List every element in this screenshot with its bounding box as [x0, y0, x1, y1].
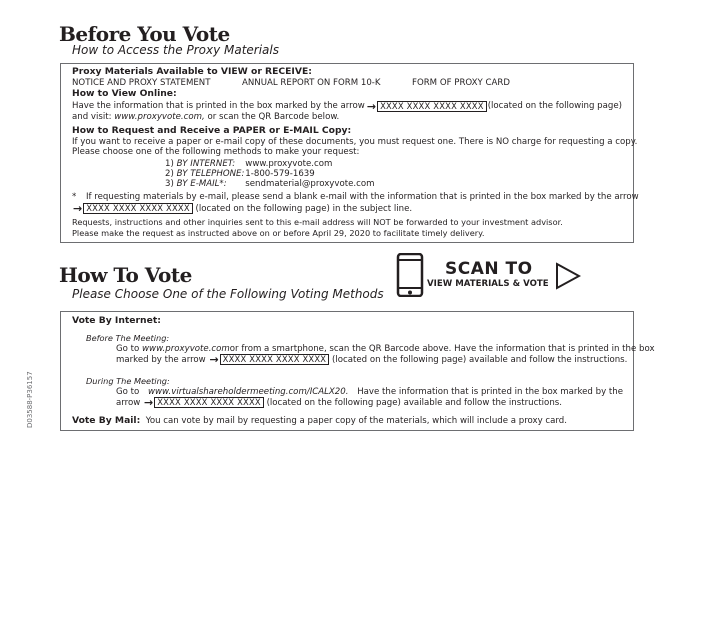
vote-by-mail: [72, 416, 567, 426]
email-note-star: *: [72, 192, 77, 202]
before-instructions: or from a smartphone, scan the QR Barcode above. Have the information that is printed in the box: [229, 344, 655, 354]
during-line2: [116, 397, 562, 408]
method-label: BY INTERNET:: [176, 159, 236, 169]
footer-line2: Please make the request as instructed above on or before April 29, 2020 to facilitate timely delivery.: [72, 228, 485, 238]
goto-text: Go to: [116, 387, 140, 397]
proxy-materials-box: [60, 63, 639, 243]
arrow-icon: →: [209, 353, 219, 366]
marked-by-arrow-text: marked by the arrow: [116, 355, 206, 365]
view-online-located: (located on the following page): [487, 101, 622, 111]
method-num: 3): [165, 179, 174, 189]
during-line1: [116, 387, 623, 397]
during-meeting-label: During The Meeting:: [86, 376, 170, 386]
arrow-icon: →: [73, 202, 83, 215]
view-online-control: [366, 101, 487, 112]
mail-heading: Vote By Mail:: [72, 415, 141, 426]
voting-methods-box: [60, 311, 655, 431]
material-notice: NOTICE AND PROXY STATEMENT: [72, 78, 211, 88]
arrow-text: arrow: [116, 398, 141, 408]
method-email: [165, 179, 374, 189]
internet-heading: Vote By Internet:: [72, 315, 161, 326]
control-number-box: XXXX XXXX XXXX XXXX: [220, 354, 330, 365]
material-proxy-card: FORM OF PROXY CARD: [412, 78, 510, 88]
method-value[interactable]: 1-800-579-1639: [245, 169, 315, 179]
arrow-icon: →: [366, 100, 377, 113]
material-annual-report: ANNUAL REPORT ON FORM 10-K: [242, 78, 381, 88]
during-instructions: Have the information that is printed in the box marked by the: [357, 387, 623, 397]
scan-to-title: SCAN TO: [445, 259, 533, 279]
view-online-heading: How to View Online:: [72, 88, 177, 99]
email-note-line1: If requesting materials by e-mail, please send a blank e-mail with the information that is printed in the box marked by the arrow: [86, 192, 639, 202]
before-you-vote-subtitle: How to Access the Proxy Materials: [72, 43, 279, 57]
method-internet: [165, 159, 332, 169]
document-code: D03588-P36157: [26, 371, 34, 428]
method-value[interactable]: www.proxyvote.com: [245, 159, 333, 169]
method-num: 2): [165, 169, 174, 179]
request-line1: If you want to receive a paper or e-mail copy of these documents, you must request one. There is NO charge for requesting a copy.: [72, 137, 638, 147]
view-online-line1: [72, 101, 622, 112]
goto-text: Go to: [116, 344, 140, 354]
email-note-line2: [72, 203, 412, 214]
view-online-visit: and visit:: [72, 112, 112, 122]
before-line2: [116, 354, 627, 365]
control-number-box: XXXX XXXX XXXX XXXX: [377, 101, 487, 112]
before-meeting-label: Before The Meeting:: [86, 333, 170, 343]
control-number-box: XXXX XXXX XXXX XXXX: [154, 397, 264, 408]
proxyvote-link[interactable]: www.proxyvote.com,: [114, 112, 205, 122]
arrow-icon: →: [144, 396, 154, 409]
control-number-box: XXXX XXXX XXXX XXXX: [83, 203, 193, 214]
request-heading: How to Request and Receive a PAPER or E-MAIL Copy:: [72, 125, 352, 136]
materials-heading: Proxy Materials Available to VIEW or RECEIVE:: [72, 66, 312, 77]
smartphone-icon: [396, 253, 424, 297]
how-to-vote-title: How To Vote: [59, 263, 192, 287]
scan-to-subtitle: VIEW MATERIALS & VOTE: [427, 279, 549, 289]
footer-line1: Requests, instructions and other inquiries sent to this e-mail address will NOT be forwarded to your investment advisor.: [72, 217, 563, 227]
proxyvote-link[interactable]: www.proxyvote.com: [142, 344, 230, 354]
method-telephone: [165, 169, 315, 179]
during-follow-text: (located on the following page) available and follow the instructions.: [266, 398, 562, 408]
view-online-text: Have the information that is printed in the box marked by the arrow: [72, 101, 365, 111]
before-follow-text: (located on the following page) available and follow the instructions.: [331, 355, 628, 365]
method-value[interactable]: sendmaterial@proxyvote.com: [245, 179, 375, 189]
before-line1: [116, 344, 655, 354]
view-online-line2: [72, 112, 339, 122]
virtual-meeting-link[interactable]: www.virtualshareholdermeeting.com/ICALX20.: [148, 387, 349, 397]
how-to-vote-subtitle: Please Choose One of the Following Voting Methods: [72, 287, 384, 301]
email-note-subject: (located on the following page) in the subject line.: [195, 204, 413, 214]
method-label: BY E-MAIL*:: [176, 179, 227, 189]
method-label: BY TELEPHONE:: [176, 169, 245, 179]
view-online-qr-text: or scan the QR Barcode below.: [207, 112, 340, 122]
mail-text: You can vote by mail by requesting a paper copy of the materials, which will include a proxy card.: [145, 416, 567, 426]
method-num: 1): [165, 159, 174, 169]
before-you-vote-title: Before You Vote: [59, 22, 230, 46]
request-line2: Please choose one of the following methods to make your request:: [72, 147, 360, 157]
play-triangle-icon: [555, 262, 581, 290]
